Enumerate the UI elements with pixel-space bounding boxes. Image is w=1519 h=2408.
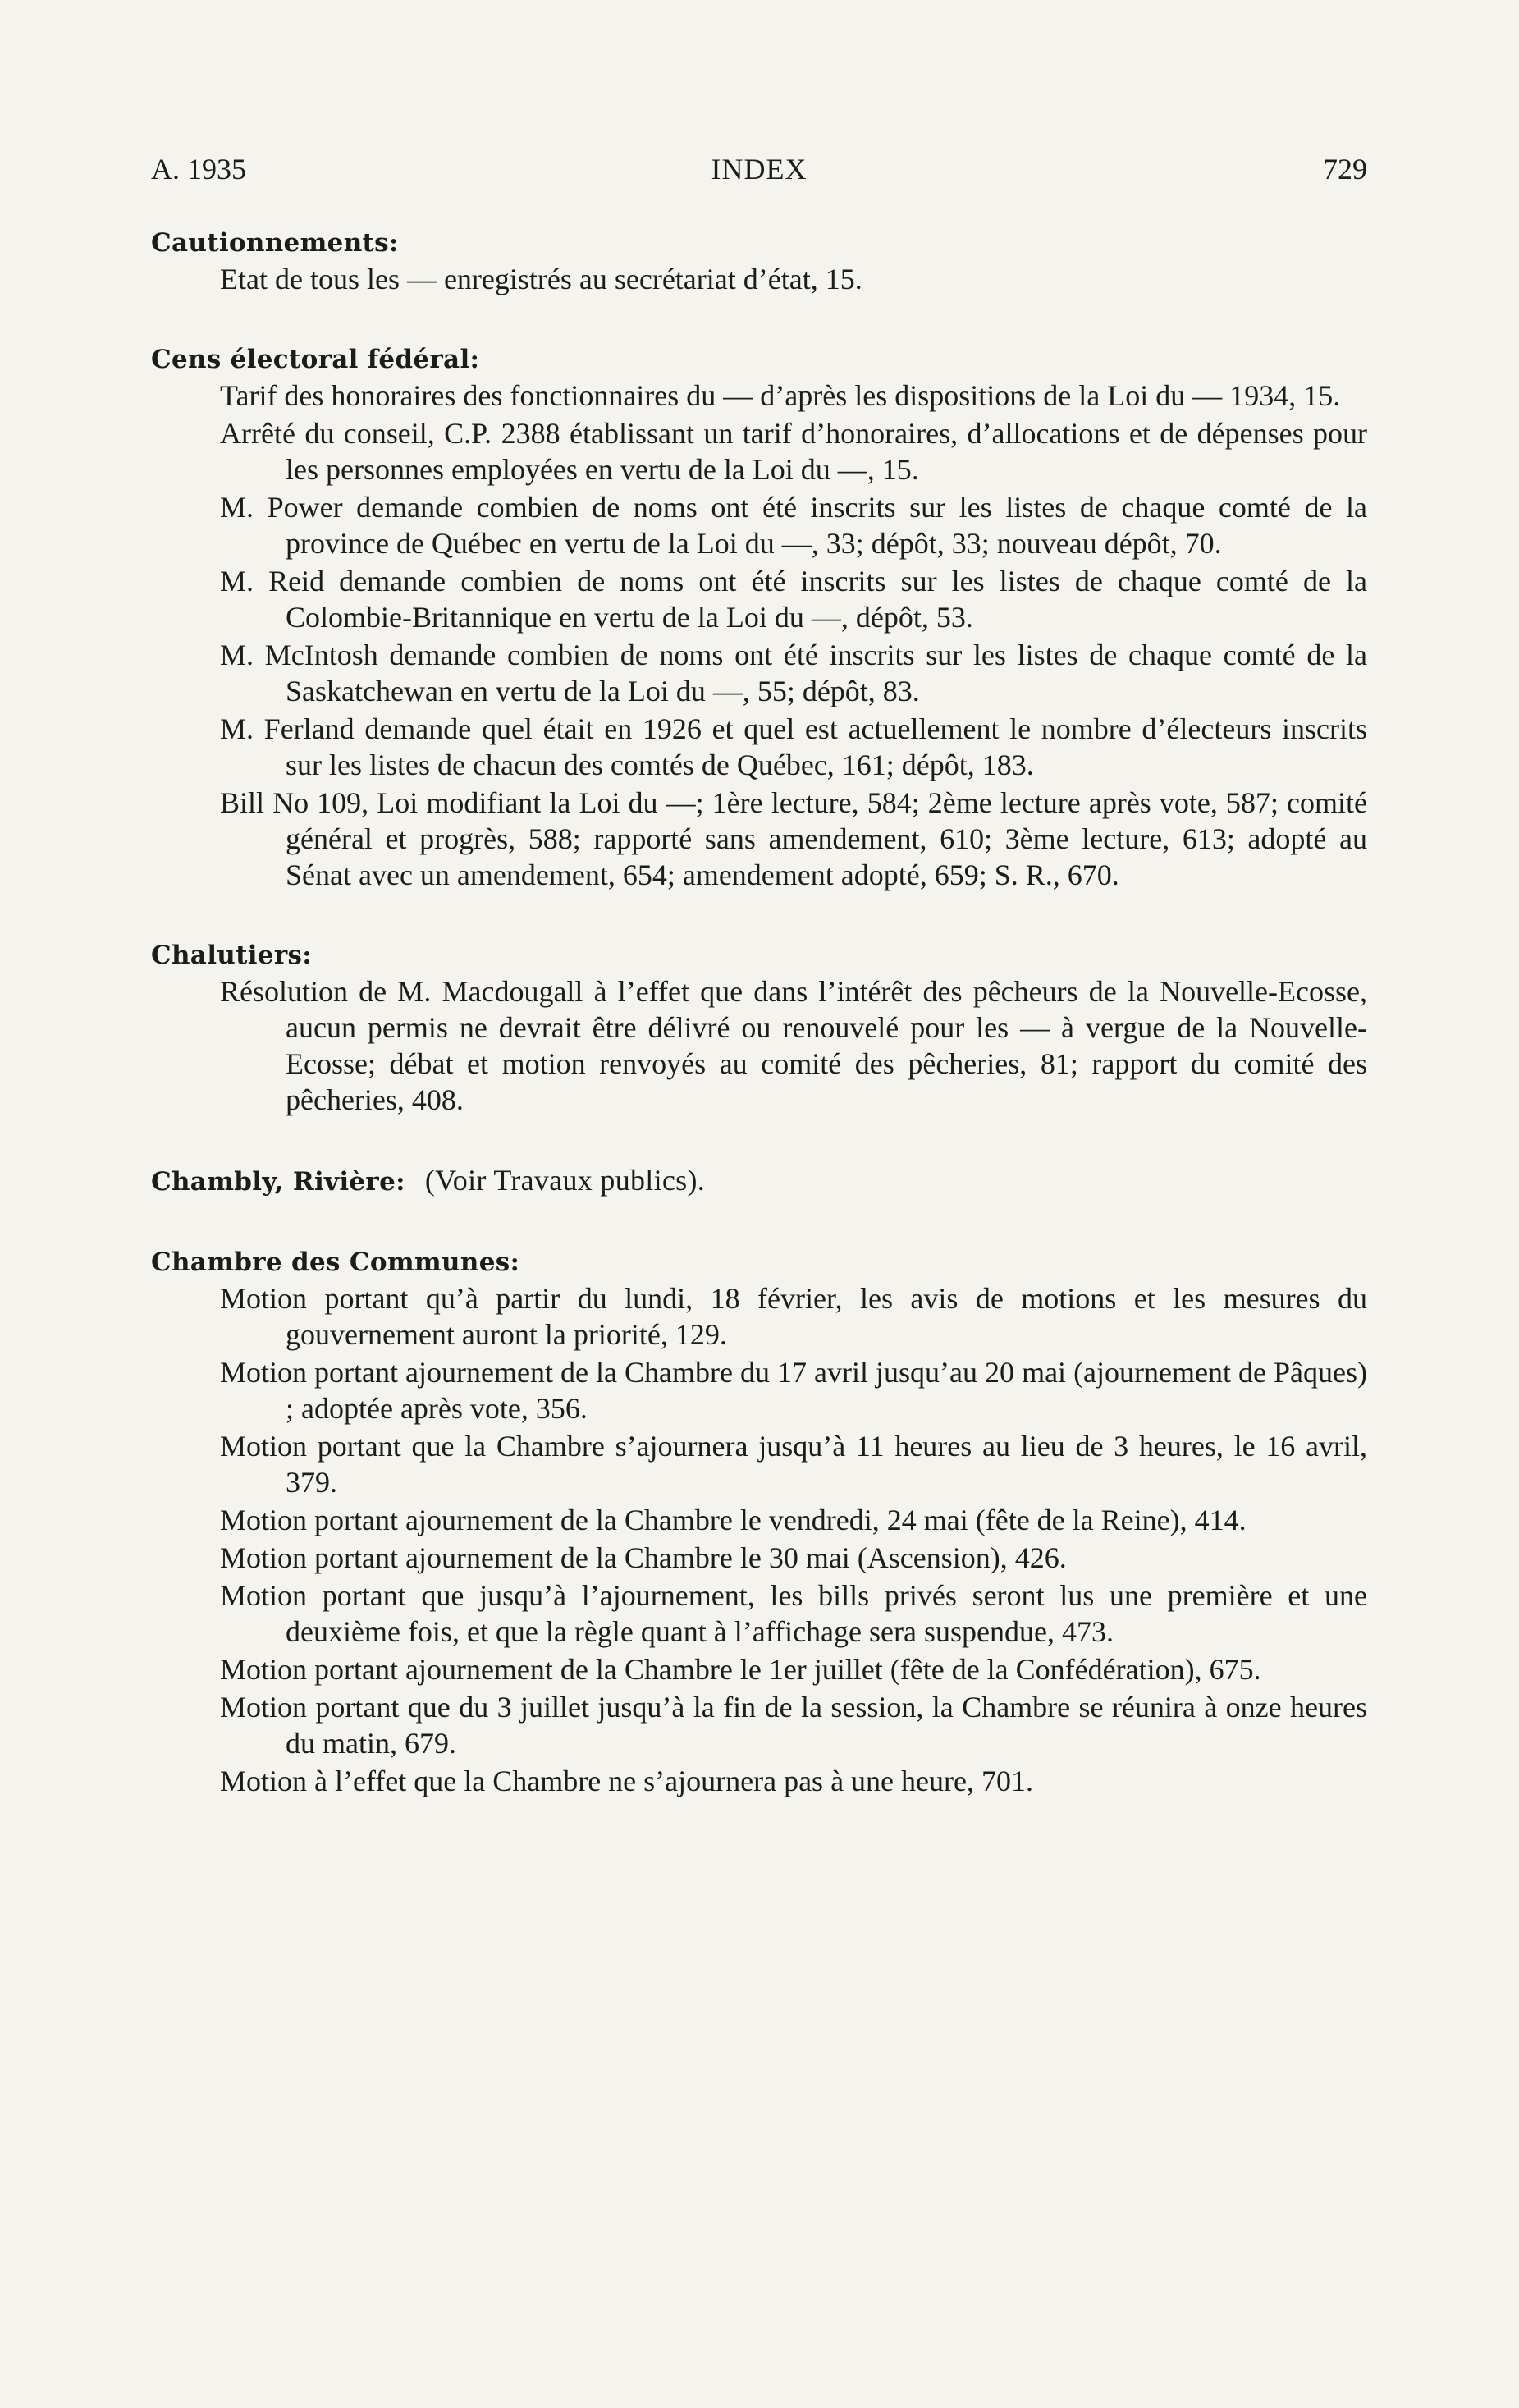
index-entry: Arrêté du conseil, C.P. 2388 établissant un tarif d’honoraires, d’allocations et de dépenses pour les personnes employées en vertu de la Loi du —, 15. [220,417,1367,486]
index-entry: Motion portant que la Chambre s’ajournera jusqu’à 11 heures au lieu de 3 heures, le 16 avril, 379. [220,1430,1367,1499]
index-content [151,225,1367,1799]
index-section [151,225,1367,297]
section-heading-text: Chambly, Rivière: [151,1167,405,1197]
index-entry: Résolution de M. Macdougall à l’effet que dans l’intérêt des pêcheurs de la Nouvelle-Ecosse, aucun permis ne devrait être délivré ou renouvelé pour les — à vergue de la Nouvelle-Ecosse; débat et motion renvoyés au comité des pêcheries, 81; rapport du comité des pêcheries, 408. [220,975,1367,1116]
index-entry: M. Reid demande combien de noms ont été inscrits sur les listes de chaque comté de la Colombie-Britannique en vertu de la Loi du —, dépôt, 53. [220,565,1367,634]
section-heading-text: Chambre des Communes: [151,1247,520,1277]
running-head [151,146,1367,192]
section-heading-text: Cautionnements: [151,228,399,258]
index-page [151,146,1367,1843]
section-heading [151,937,1367,973]
index-entry: Bill No 109, Loi modifiant la Loi du —; 1ère lecture, 584; 2ème lecture après vote, 587; comité général et progrès, 588; rapporté sans amendement, 610; 3ème lecture, 613; adopté au Sénat avec un amendement, 654; amendement adopté, 659; S. R., 670. [220,786,1367,891]
index-entry: Motion portant que du 3 juillet jusqu’à la fin de la session, la Chambre se réunira à onze heures du matin, 679. [220,1691,1367,1760]
index-section [151,341,1367,893]
index-section [151,937,1367,1118]
section-heading [151,341,1367,378]
index-entry: Motion portant ajournement de la Chambre le 1er juillet (fête de la Confédération), 675. [220,1653,1261,1686]
index-entry: M. McIntosh demande combien de noms ont été inscrits sur les listes de chaque comté de la Saskatchewan en vertu de la Loi du —, 55; dépôt, 83. [220,639,1367,707]
index-entry: Motion portant qu’à partir du lundi, 18 février, les avis de motions et les mesures du gouvernement auront la priorité, 129. [220,1282,1367,1351]
section-heading-text: Chalutiers: [151,941,312,970]
see-also-reference: (Voir Travaux publics). [424,1164,706,1197]
index-entry: Motion à l’effet que la Chambre ne s’ajournera pas à une heure, 701. [220,1765,1033,1797]
index-entry: M. Ferland demande quel était en 1926 et quel est actuellement le nombre d’électeurs inscrits sur les listes de chacun des comtés de Québec, 161; dépôt, 183. [220,712,1367,781]
section-heading [151,1244,1367,1280]
page-number: 729 [1323,153,1367,185]
index-entry: Motion portant ajournement de la Chambre le 30 mai (Ascension), 426. [220,1541,1067,1574]
section-heading [151,225,1367,261]
index-entry: Motion portant ajournement de la Chambre le vendredi, 24 mai (fête de la Reine), 414. [220,1504,1247,1536]
index-section [151,1244,1367,1799]
page-title: INDEX [711,153,808,185]
index-entry: Etat de tous les — enregistrés au secrétariat d’état, 15. [220,263,862,295]
index-entry: Motion portant que jusqu’à l’ajournement, les bills privés seront lus une première et une deuxième fois, et que la règle quant à l’affichage sera suspendue, 473. [220,1579,1367,1648]
section-heading [151,1162,1367,1200]
index-entry: Motion portant ajournement de la Chambre du 17 avril jusqu’au 20 mai (ajournement de Pâques) ; adoptée après vote, 356. [220,1356,1367,1425]
session-year: A. 1935 [151,153,246,185]
index-entry: Tarif des honoraires des fonctionnaires du — d’après les dispositions de la Loi du — 1934, 15. [220,379,1341,412]
section-heading-text: Cens électoral fédéral: [151,345,480,374]
index-entry: M. Power demande combien de noms ont été inscrits sur les listes de chaque comté de la province de Québec en vertu de la Loi du —, 33; dépôt, 33; nouveau dépôt, 70. [220,491,1367,560]
index-section [151,1162,1367,1200]
